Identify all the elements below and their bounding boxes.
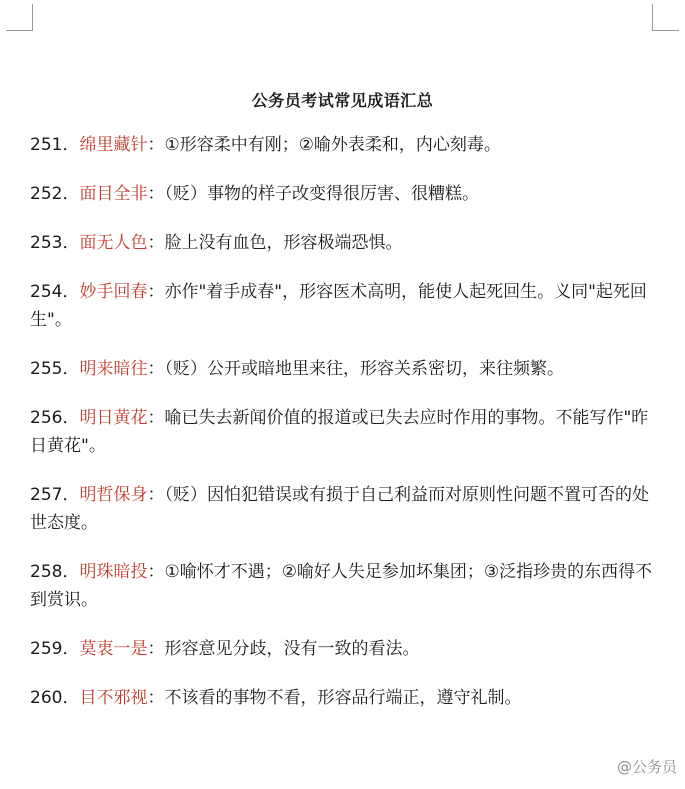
entry-number: 252: [30, 184, 63, 204]
crop-mark-top-left: [6, 4, 33, 31]
idiom-definition: （贬）公开或暗地里来往，形容关系密切，来往频繁。: [164, 359, 564, 379]
entry-number: 259: [30, 639, 63, 659]
idiom-definition: ①喻怀才不遇；②喻好人失足参加坏集团；③泛指珍贵的东西得不到赏识。: [30, 562, 653, 610]
crop-mark-top-right: [652, 4, 679, 31]
entry-number: 260: [30, 688, 63, 708]
idiom-term: 面无人色: [79, 233, 148, 253]
idiom-entry: 254．妙手回春：亦作"着手成春"，形容医术高明，能使人起死回生。义同"起死回生"。: [30, 282, 647, 330]
entry-number: 257: [30, 485, 63, 505]
idiom-entry: 255．明来暗往：（贬）公开或暗地里来往，形容关系密切，来往频繁。: [30, 359, 564, 379]
entry-number: 258: [30, 562, 63, 582]
idiom-term: 面目全非: [79, 184, 148, 204]
idiom-definition: 形容意见分歧，没有一致的看法。: [164, 639, 420, 659]
idiom-definition: （贬）事物的样子改变得很厉害、很糟糕。: [164, 184, 479, 204]
entry-number: 253: [30, 233, 63, 253]
entry-number: 254: [30, 282, 63, 302]
idiom-term: 明日黄花: [79, 408, 148, 428]
idiom-term: 莫衷一是: [79, 639, 148, 659]
idiom-term: 目不邪视: [79, 688, 148, 708]
idiom-entry: 252．面目全非：（贬）事物的样子改变得很厉害、很糟糕。: [30, 184, 479, 204]
entry-number: 255: [30, 359, 63, 379]
idiom-entry: 256．明日黄花：喻已失去新闻价值的报道或已失去应时作用的事物。不能写作"昨日黄花"。: [30, 408, 649, 456]
idiom-definition: 脸上没有血色，形容极端恐惧。: [164, 233, 403, 253]
idiom-term: 明来暗往: [79, 359, 148, 379]
idiom-entry: 260．目不邪视：不该看的事物不看，形容品行端正，遵守礼制。: [30, 688, 522, 708]
document-title: 公务员考试常见成语汇总: [251, 91, 434, 110]
idiom-term: 明珠暗投: [79, 562, 148, 582]
idiom-definition: （贬）因怕犯错误或有损于自己利益而对原则性问题不置可否的处世态度。: [30, 485, 649, 533]
watermark: @公务员: [616, 758, 677, 776]
idiom-entry: 258．明珠暗投：①喻怀才不遇；②喻好人失足参加坏集团；③泛指珍贵的东西得不到赏识。: [30, 562, 653, 610]
idiom-definition: 亦作"着手成春"，形容医术高明，能使人起死回生。义同"起死回生"。: [30, 282, 647, 330]
idiom-entry: 257．明哲保身：（贬）因怕犯错误或有损于自己利益而对原则性问题不置可否的处世态度。: [30, 485, 649, 533]
entry-number: 256: [30, 408, 63, 428]
idiom-term: 妙手回春: [79, 282, 148, 302]
idiom-definition: ①形容柔中有刚；②喻外表柔和，内心刻毒。: [164, 135, 501, 155]
idiom-definition: 喻已失去新闻价值的报道或已失去应时作用的事物。不能写作"昨日黄花"。: [30, 408, 649, 456]
idiom-list: [30, 131, 660, 733]
idiom-term: 绵里藏针: [79, 135, 148, 155]
idiom-entry: 253．面无人色：脸上没有血色，形容极端恐惧。: [30, 233, 403, 253]
idiom-entry: 251．绵里藏针：①形容柔中有刚；②喻外表柔和，内心刻毒。: [30, 135, 501, 155]
entry-number: 251: [30, 135, 63, 155]
idiom-entry: 259．莫衷一是：形容意见分歧，没有一致的看法。: [30, 639, 420, 659]
idiom-definition: 不该看的事物不看，形容品行端正，遵守礼制。: [164, 688, 522, 708]
idiom-term: 明哲保身: [79, 485, 148, 505]
